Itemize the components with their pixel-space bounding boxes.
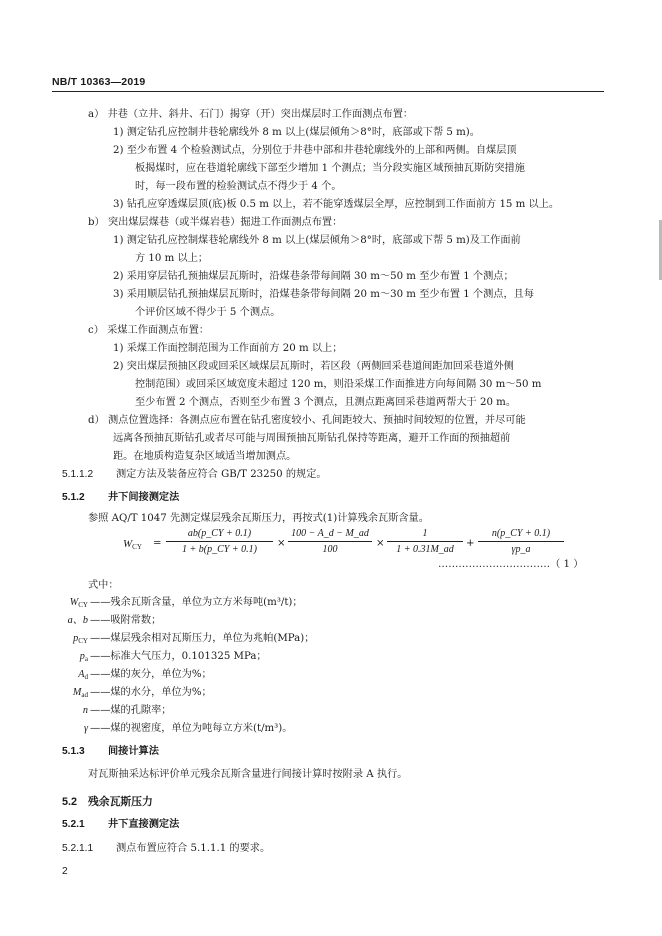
formula-times-2: × xyxy=(376,538,385,549)
section-d-line-1: d） 测点位置选择：各测点应布置在钻孔密度较小、孔间距较大、预抽时间较短的位置，并尽可能 xyxy=(88,415,526,426)
clause-512-intro: 参照 AQ/T 1047 先测定煤层残余瓦斯压力，再按式(1)计算残余瓦斯含量。 xyxy=(88,513,429,524)
clause-5211-text: 测点布置应符合 5.1.1.1 的要求。 xyxy=(116,843,271,854)
symbol-n-desc: ——煤的孔隙率； xyxy=(90,705,172,716)
section-c-title: c） 采煤工作面测点布置： xyxy=(88,325,210,336)
clause-512-title: 井下间接测定法 xyxy=(108,492,180,503)
section-b-item-2: 2) 采用穿层钻孔预抽煤层瓦斯时，沿煤巷条带每间隔 30 m～50 m 至少布置 1 个测点； xyxy=(113,271,514,282)
symbol-gamma-desc: ——煤的视密度，单位为吨每立方米(t/m³)。 xyxy=(90,723,293,734)
formula-fraction-1 xyxy=(166,527,273,556)
section-a-item-2-line-1: 2) 至少布置 4 个检验测试点，分别位于井巷中部和井巷轮廓线外的上部和两侧。自煤层顶 xyxy=(113,145,517,156)
symbol-p-cy: $p_{CY}$ xyxy=(73,633,88,645)
section-c-item-1: 1) 采煤工作面控制范围为工作面前方 20 m 以上； xyxy=(113,343,343,354)
section-b-item-3-line-1: 3) 采用顺层钻孔预抽煤层瓦斯时，沿煤巷条带每间隔 20 m～30 m 至少布置 1 个测点，且每 xyxy=(113,289,535,300)
symbol-m-ad: $M_{ad}$ xyxy=(72,687,88,699)
section-b-item-3-line-2: 个评价区域不得少于 5 个测点。 xyxy=(135,307,281,318)
section-a-title: a） 井巷（立井、斜井、石门）揭穿（开）突出煤层时工作面测点布置： xyxy=(88,109,414,120)
section-b-item-1-line-1: 1) 测定钻孔应控制煤巷轮廓线外 8 m 以上(煤层倾角＞8°时，底部或下帮 5 m)及工作面前 xyxy=(113,235,521,246)
formula-lhs: $W_{CY}$ xyxy=(123,538,142,551)
formula-equation-number: ……………………………（ 1 ） xyxy=(438,559,584,570)
symbol-a-d-desc: ——煤的灰分，单位为%； xyxy=(90,669,212,680)
fraction-1-numerator: ab(p_CY + 0.1) xyxy=(166,527,273,542)
section-c-item-2-line-1: 2) 突出煤层预抽区段或回采区域煤层瓦斯时，若区段（两侧回采巷道间距加回采巷道外侧 xyxy=(113,361,514,372)
fraction-4-denominator: γp_a xyxy=(511,544,531,555)
fraction-4-numerator: n(p_CY + 0.1) xyxy=(478,527,564,542)
symbol-a-b-desc: ——吸附常数； xyxy=(90,615,162,626)
clause-513-title: 间接计算法 xyxy=(108,746,159,757)
fraction-3-denominator: 1 + 0.31M_ad xyxy=(396,544,454,555)
symbol-p-a: $p_a$ xyxy=(79,651,88,663)
symbol-gamma: γ xyxy=(83,723,88,734)
where-label: 式中： xyxy=(88,580,119,591)
clause-513-number: 5.1.3 xyxy=(62,746,85,757)
formula-fraction-4 xyxy=(478,527,564,556)
symbol-p-a-desc: ——标准大气压力，0.101325 MPa； xyxy=(90,651,267,662)
formula-equals: = xyxy=(153,538,162,549)
section-c-item-2-line-3: 至少布置 2 个测点，否则至少布置 3 个测点，且测点距离回采巷道两帮大于 20 m。 xyxy=(135,397,517,408)
clause-513-text: 对瓦斯抽采达标评价单元残余瓦斯含量进行间接计算时按附录 A 执行。 xyxy=(88,769,408,780)
clause-521-number: 5.2.1 xyxy=(62,819,85,830)
section-a-item-3: 3) 钻孔应穿透煤层顶(底)板 0.5 m 以上，若不能穿透煤层全厚，应控制到工作面前方 15 m 以上。 xyxy=(113,199,560,210)
formula-plus: + xyxy=(466,538,475,549)
section-c-item-2-line-2: 控制范围）或回采区域宽度未超过 120 m，则沿采煤工作面推进方向每间隔 30 m～50 m xyxy=(135,379,542,390)
section-b-item-1-line-2: 方 10 m 以上； xyxy=(135,253,209,264)
section-a-item-2-line-2: 板揭煤时，应在巷道轮廓线下部至少增加 1 个测点；当分段实施区域预抽瓦斯防突措施 xyxy=(135,163,525,174)
formula-fraction-3 xyxy=(387,527,463,556)
symbol-a-d: $A_d$ xyxy=(78,669,88,681)
symbol-w-cy: $W_{CY}$ xyxy=(69,597,88,609)
clause-5112-text: 测定方法及装备应符合 GB/T 23250 的规定。 xyxy=(116,469,327,480)
symbol-w-cy-desc: ——残余瓦斯含量，单位为立方米每吨(m³/t)； xyxy=(90,597,303,608)
clause-52-number: 5.2 xyxy=(62,796,78,808)
page-number: 2 xyxy=(62,866,68,877)
formula-fraction-2 xyxy=(288,527,372,556)
header-rule xyxy=(52,91,604,92)
formula-times-1: × xyxy=(277,538,286,549)
symbol-p-cy-desc: ——煤层残余相对瓦斯压力，单位为兆帕(MPa)； xyxy=(90,633,315,644)
fraction-2-denominator: 100 xyxy=(322,544,338,555)
section-d-line-2: 远离各预抽瓦斯钻孔或者尽可能与周围预抽瓦斯钻孔保持等距离，避开工作面的预抽超前 xyxy=(113,433,511,444)
fraction-3-numerator: 1 xyxy=(387,527,463,542)
standard-code-header: NB/T 10363—2019 xyxy=(52,76,146,88)
clause-5112-number: 5.1.1.2 xyxy=(62,469,94,480)
fraction-2-numerator: 100 − A_d − M_ad xyxy=(288,527,372,542)
clause-521-title: 井下直接测定法 xyxy=(108,819,180,830)
section-d-line-3: 距。在地质构造复杂区域适当增加测点。 xyxy=(113,451,297,462)
symbol-n: n xyxy=(82,705,88,716)
symbol-m-ad-desc: ——煤的水分，单位为%； xyxy=(90,687,212,698)
fraction-1-denominator: 1 + b(p_CY + 0.1) xyxy=(182,544,257,555)
section-b-title: b） 突出煤层煤巷（或半煤岩巷）掘进工作面测点布置： xyxy=(88,217,343,228)
section-a-item-1: 1) 测定钻孔应控制井巷轮廓线外 8 m 以上(煤层倾角＞8°时，底部或下帮 5 m)。 xyxy=(113,127,480,138)
symbol-a-b: a、b xyxy=(67,615,88,626)
section-a-item-2-line-3: 时，每一段布置的检验测试点不得少于 4 个。 xyxy=(135,181,342,192)
clause-5211-number: 5.2.1.1 xyxy=(62,843,94,854)
clause-512-number: 5.1.2 xyxy=(62,492,85,503)
clause-52-title: 残余瓦斯压力 xyxy=(88,795,153,808)
